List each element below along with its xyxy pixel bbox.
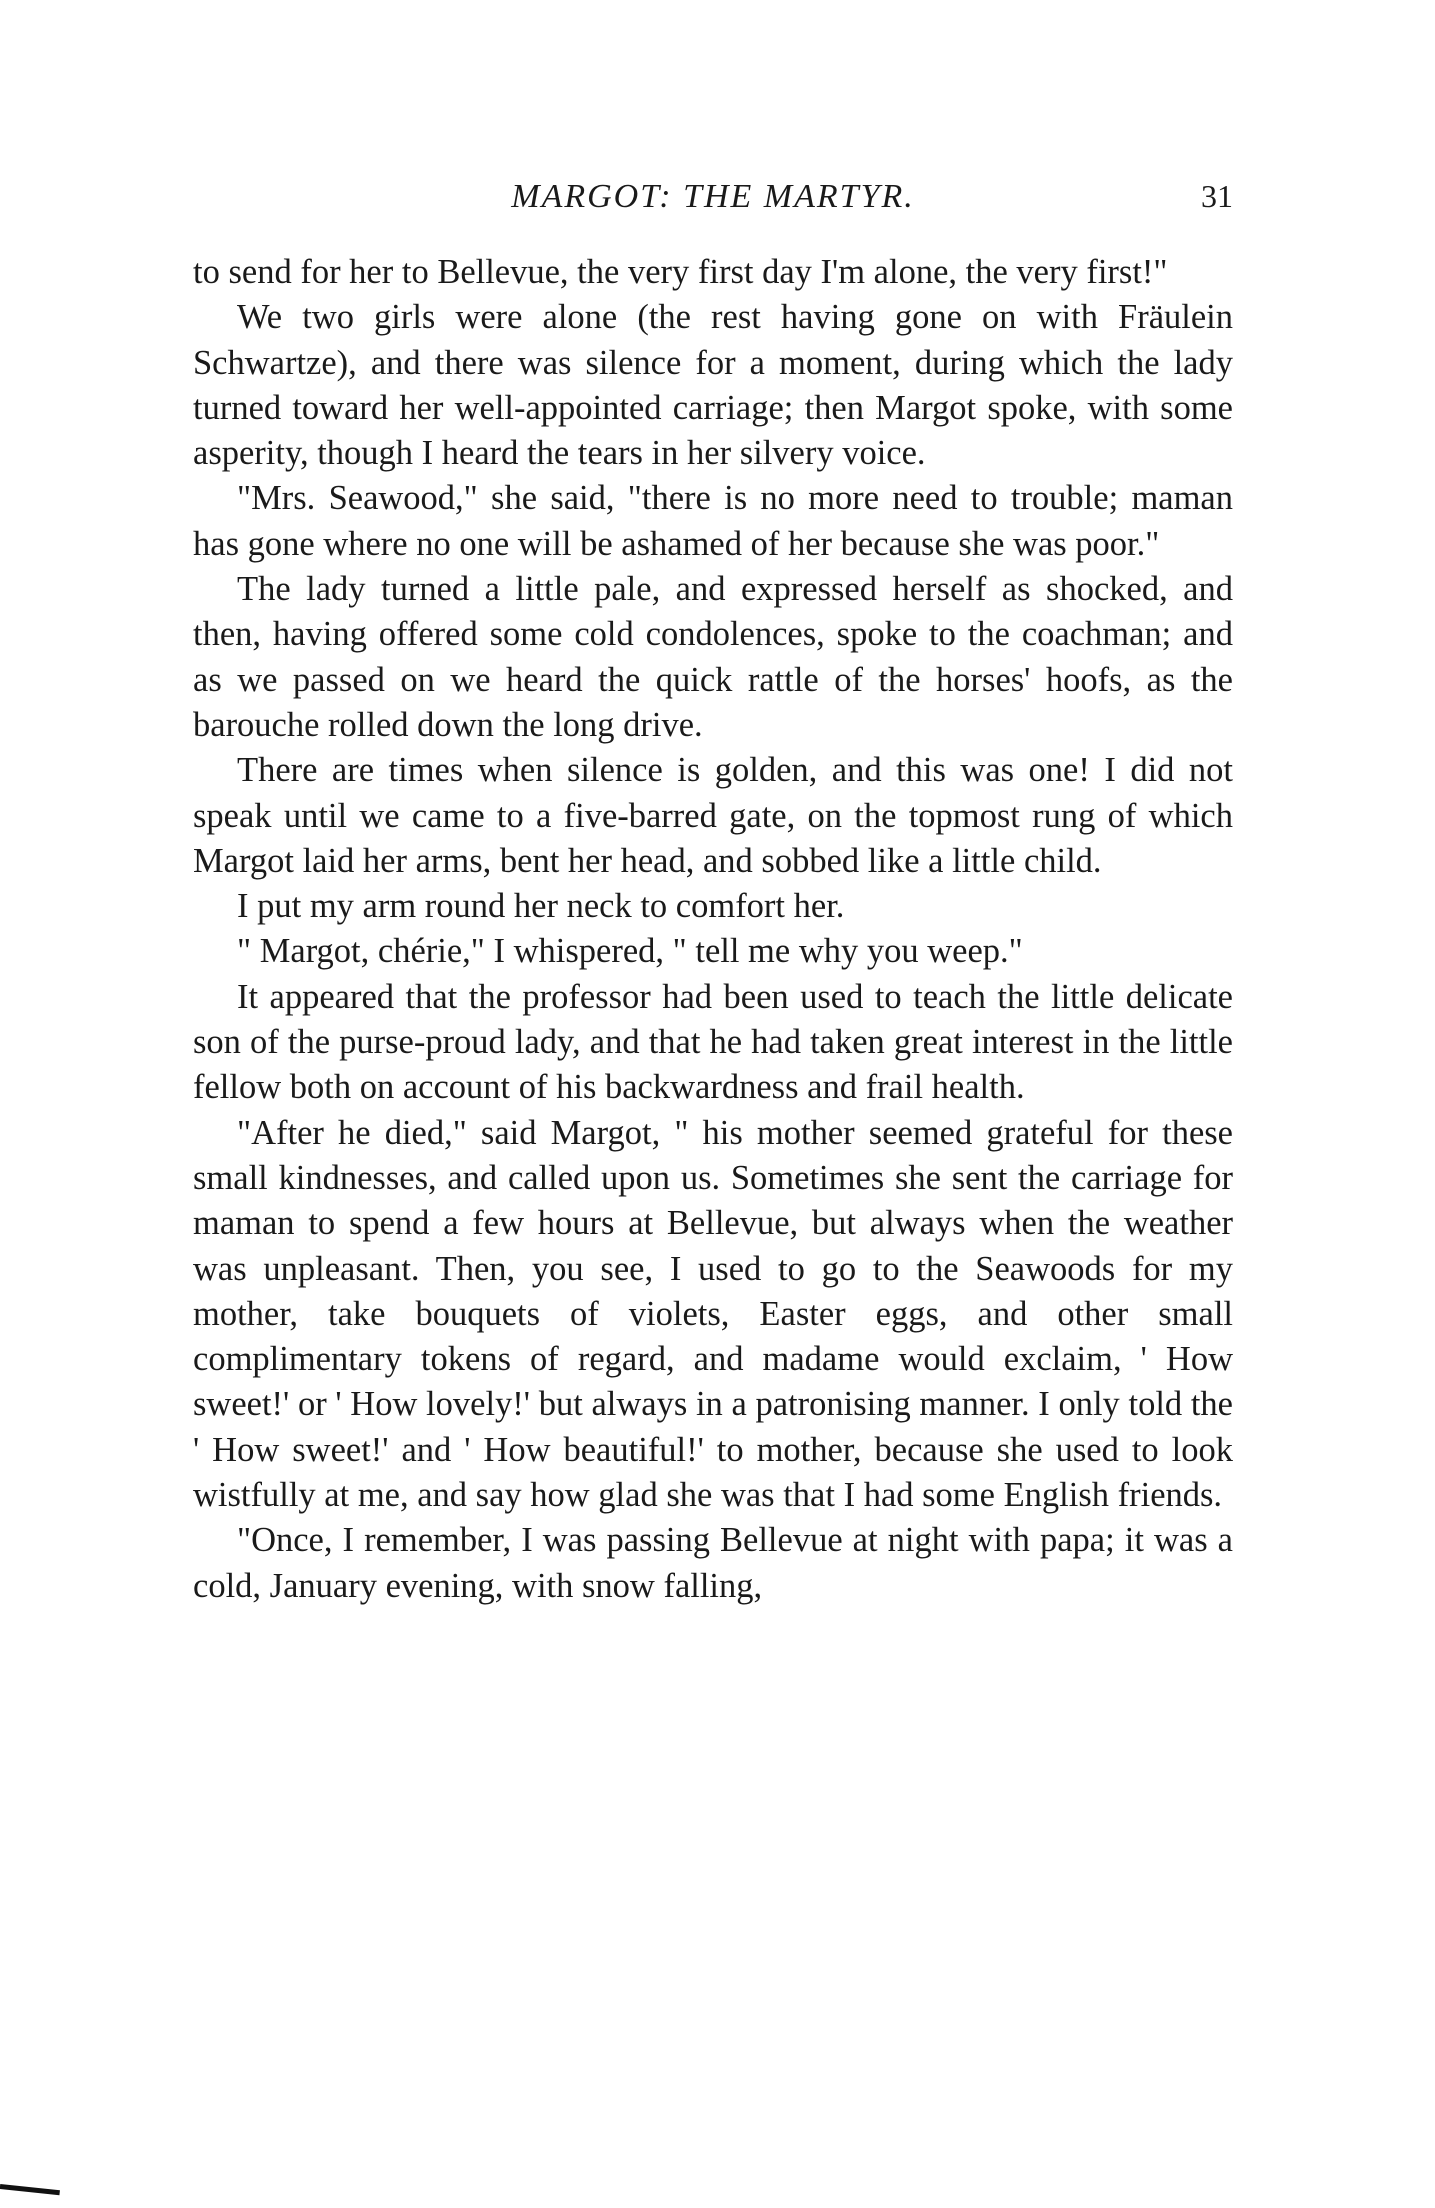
paragraph: The lady turned a little pale, and expressed herself as shocked, and then, having offered some cold condolences, spoke to the coachman; and as we passed on we heard the quick rattle of the horses' hoofs, as the barouche rolled down the long drive. [193, 570, 1233, 744]
paragraph: I put my arm round her neck to comfort her. [237, 887, 845, 926]
paragraph: to send for her to Bellevue, the very first day I'm alone, the very first!" [193, 253, 1168, 291]
paragraph: "Mrs. Seawood," she said, "there is no more need to trouble; maman has gone where no one will be ashamed of her because she was poor." [193, 479, 1233, 563]
paragraph: There are times when silence is golden, and this was one! I did not speak until we came to a five-barred gate, on the topmost rung of which Margot laid her arms, bent her head, and sobbed like a little child. [193, 751, 1233, 880]
edge-mark [0, 2184, 60, 2195]
paragraph: "After he died," said Margot, " his mother seemed grateful for these small kindnesses, and called upon us. Sometimes she sent the carriage for maman to spend a few hours at Bellevue, but always when the weather was unpleasant. Then, you see, I used to go to the Seawoods for my mother, take bouquets of violets, Easter eggs, and other small complimentary tokens of regard, and madame would exclaim, ' How sweet!' or ' How lovely!' but always in a patronising manner. I only told the ' How sweet!' and ' How beautiful!' to mother, because she used to look wistfully at me, and say how glad she was that I had some English friends. [193, 1113, 1233, 1515]
running-title: MARGOT: THE MARTYR. [511, 178, 915, 215]
page-number: 31 [1201, 178, 1233, 214]
paragraph: " Margot, chérie," I whispered, " tell me why you weep." [237, 932, 1023, 971]
paragraph: It appeared that the professor had been used to teach the little delicate son of the purse-proud lady, and that he had taken great interest in the little fellow both on account of his backwardness and frail health. [193, 977, 1233, 1107]
paragraph: "Once, I remember, I was passing Bellevue at night with papa; it was a cold, January evening, with snow falling, [193, 1521, 1233, 1605]
running-header [193, 178, 1233, 228]
paragraph: We two girls were alone (the rest having gone on with Fräulein Schwartze), and there was silence for a moment, during which the lady turned toward her well-appointed carriage; then Margot spoke, with some asperity, though I heard the tears in her silvery voice. [193, 298, 1233, 473]
body-text [193, 250, 1233, 1609]
